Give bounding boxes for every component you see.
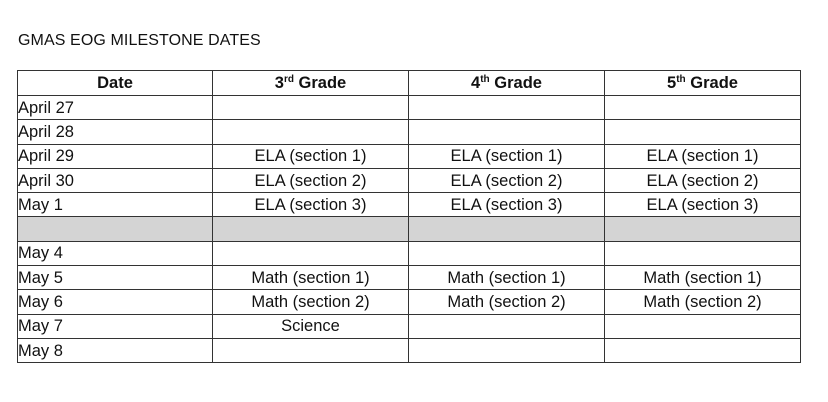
- header-grade-3: 3rd Grade: [213, 71, 409, 96]
- grade-5-cell: Math (section 2): [605, 290, 801, 314]
- grade-5-cell: ELA (section 2): [605, 168, 801, 192]
- grade-5-cell: [605, 314, 801, 338]
- table-row: [18, 338, 801, 362]
- date-cell: [18, 217, 213, 241]
- date-cell: May 5: [18, 266, 213, 290]
- grade-5-cell: [605, 96, 801, 120]
- table-row: [18, 290, 801, 314]
- grade-5-cell: [605, 241, 801, 265]
- grade-3-cell: ELA (section 2): [213, 168, 409, 192]
- table-row: [18, 168, 801, 192]
- header-date: Date: [18, 71, 213, 96]
- date-cell: April 29: [18, 144, 213, 168]
- grade-3-cell: ELA (section 1): [213, 144, 409, 168]
- grade-3-cell: [213, 217, 409, 241]
- date-cell: April 28: [18, 120, 213, 144]
- date-cell: April 27: [18, 96, 213, 120]
- shaded-separator-row: [18, 217, 801, 241]
- grade-4-cell: Math (section 1): [409, 266, 605, 290]
- grade-4-cell: ELA (section 3): [409, 193, 605, 217]
- date-cell: May 8: [18, 338, 213, 362]
- table-row: [18, 144, 801, 168]
- header-grade-4: 4th Grade: [409, 71, 605, 96]
- table-row: [18, 193, 801, 217]
- grade-4-cell: Math (section 2): [409, 290, 605, 314]
- grade-4-cell: [409, 314, 605, 338]
- date-cell: May 4: [18, 241, 213, 265]
- date-cell: May 6: [18, 290, 213, 314]
- grade-3-cell: [213, 338, 409, 362]
- date-cell: May 7: [18, 314, 213, 338]
- grade-4-cell: ELA (section 1): [409, 144, 605, 168]
- date-cell: April 30: [18, 168, 213, 192]
- grade-5-cell: [605, 120, 801, 144]
- grade-3-cell: Math (section 2): [213, 290, 409, 314]
- grade-4-cell: [409, 96, 605, 120]
- date-cell: May 1: [18, 193, 213, 217]
- grade-4-cell: ELA (section 2): [409, 168, 605, 192]
- grade-4-cell: [409, 241, 605, 265]
- table-header-row: [18, 71, 801, 96]
- header-grade-5: 5th Grade: [605, 71, 801, 96]
- grade-5-cell: [605, 338, 801, 362]
- grade-5-cell: Math (section 1): [605, 266, 801, 290]
- grade-3-cell: [213, 241, 409, 265]
- grade-4-cell: [409, 120, 605, 144]
- grade-3-cell: [213, 120, 409, 144]
- grade-3-cell: ELA (section 3): [213, 193, 409, 217]
- grade-5-cell: ELA (section 3): [605, 193, 801, 217]
- grade-5-cell: [605, 217, 801, 241]
- table-row: [18, 96, 801, 120]
- grade-3-cell: [213, 96, 409, 120]
- table-row: [18, 266, 801, 290]
- table-row: [18, 241, 801, 265]
- table-row: [18, 314, 801, 338]
- grade-3-cell: Math (section 1): [213, 266, 409, 290]
- grade-4-cell: [409, 338, 605, 362]
- table-row: [18, 120, 801, 144]
- grade-5-cell: ELA (section 1): [605, 144, 801, 168]
- page-title: GMAS EOG MILESTONE DATES: [18, 32, 261, 49]
- grade-3-cell: Science: [213, 314, 409, 338]
- milestone-dates-table: [17, 70, 801, 363]
- grade-4-cell: [409, 217, 605, 241]
